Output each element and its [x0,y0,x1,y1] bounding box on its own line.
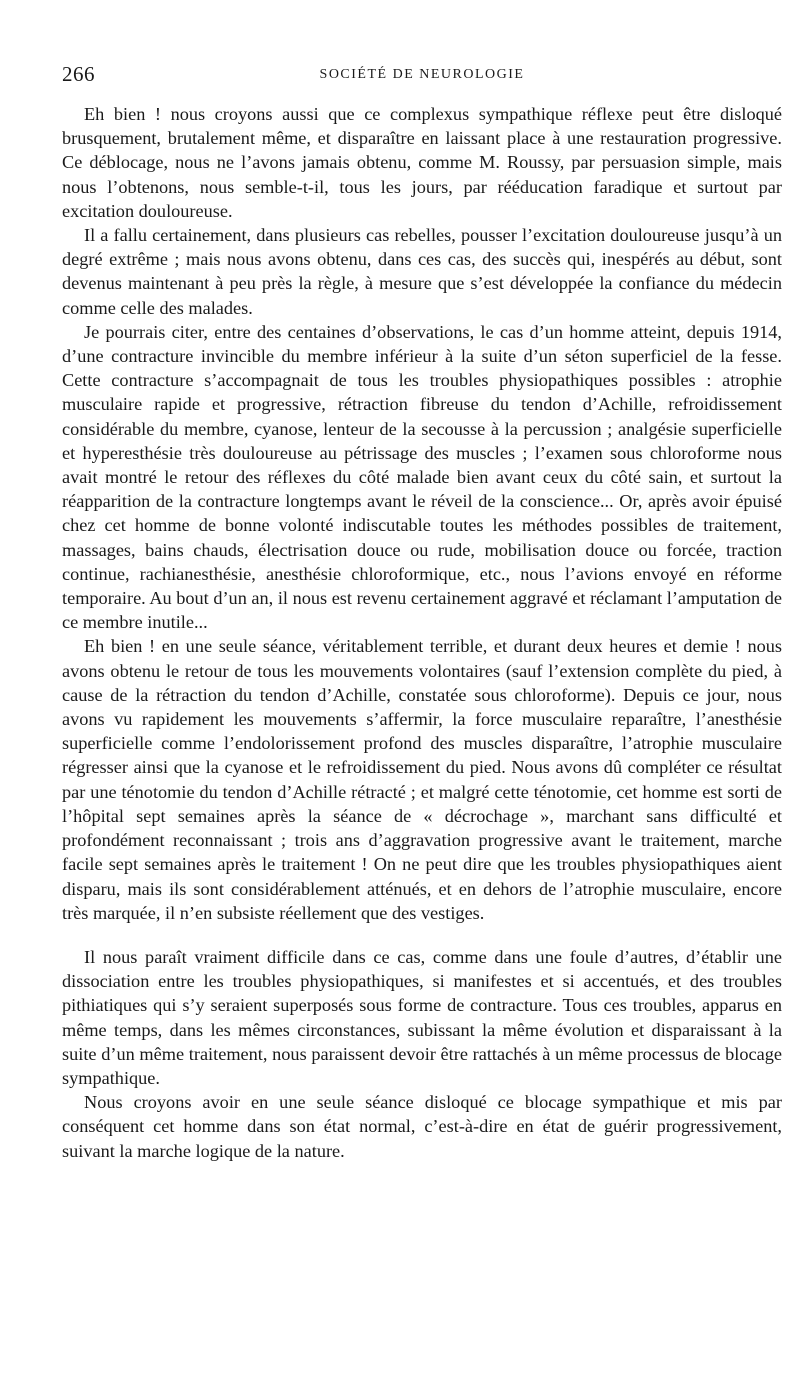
paragraph-3: Je pourrais citer, entre des centaines d’observations, le cas d’un homme atteint, depuis 1914, d’une contracture invincible du membre inférieur à la suite d’un séton superficiel de la fesse. Cette contracture s’accompagnait de tous les troubles physiopathiques possibles : atrophie musculaire rapide et progressive, rétraction fibreuse du tendon d’Achille, refroidissement considérable du membre, cyanose, lenteur de la secousse à la percussion ; analgésie superficielle et hyperesthésie très douloureuse au pétrissage des muscles ; l’examen sous chloroforme nous avait montré le retour des réflexes du côté malade bien avant ceux du côté sain, et surtout la réapparition de la contracture longtemps avant le réveil de la conscience... Or, après avoir épuisé chez cet homme de bonne volonté indiscutable toutes les méthodes possibles de traitement, massages, bains chauds, électrisation douce ou rude, mobilisation douce ou forcée, traction continue, rachianesthésie, anesthésie chloroformique, etc., nous l’avions envoyé en réforme temporaire. Au bout d’un an, il nous est revenu certainement aggravé et réclamant l’amputation de ce membre inutile... [62,321,782,633]
page-header [62,62,782,90]
paragraph-2: Il a fallu certainement, dans plusieurs cas rebelles, pousser l’excitation douloureuse jusqu’à un degré extrême ; mais nous avons obtenu, dans ces cas, des succès qui, inespérés au début, sont devenus maintenant à peu près la règle, à mesure que s’est développée la confiance du médecin comme celle des malades. [62,225,782,318]
running-head: SOCIÉTÉ DE NEUROLOGIE [319,67,525,82]
paragraph-gap [62,925,782,945]
paragraph-1: Eh bien ! nous croyons aussi que ce complexus sympathique réflexe peut être disloqué brusquement, brutalement même, et disparaître en laissant place à une restauration progressive. Ce déblocage, nous ne l’avons jamais obtenu, comme M. Roussy, par persuasion simple, mais nous l’obtenons, nous semble-t-il, tous les jours, par rééducation faradique et surtout par excitation douloureuse. [62,104,782,221]
paragraph-4: Eh bien ! en une seule séance, véritablement terrible, et durant deux heures et demie ! nous avons obtenu le retour de tous les mouvements volontaires (sauf l’extension complète du pied, à cause de la rétraction du tendon d’Achille, constatée sous chloroforme). Depuis ce jour, nous avons vu rapidement les mouvements s’affermir, la force musculaire reparaître, l’anesthésie superficielle comme l’endolorissement profond des muscles disparaître, l’atrophie musculaire régresser ainsi que la cyanose et le refroidissement du pied. Nous avons dû compléter ce résultat par une ténotomie du tendon d’Achille rétracté ; et malgré cette ténotomie, cet homme est sorti de l’hôpital sept semaines après la séance de « décrochage », marchant sans difficulté et profondément reconnaissant ; trois ans d’aggravation progressive avant le traitement, marche facile sept semaines après le traitement ! On ne peut dire que les troubles physiopathiques aient disparu, mais ils sont considérablement atténués, et en dehors de l’atrophie musculaire, encore très marquée, il n’en subsiste réellement que des vestiges. [62,636,782,923]
paragraph-5: Il nous paraît vraiment difficile dans ce cas, comme dans une foule d’autres, d’établir une dissociation entre les troubles physiopathiques, si manifestes et si accentués, et des troubles pithiatiques qui s’y seraient superposés sous forme de contracture. Tous ces troubles, apparus en même temps, dans les mêmes circonstances, subissant la même évolution et disparaissant à la suite d’un même traitement, nous paraissent devoir être rattachés à un même processus de blocage sympathique. [62,946,782,1088]
page [62,62,782,1163]
paragraph-6: Nous croyons avoir en une seule séance disloqué ce blocage sympathique et mis par conséquent cet homme dans son état normal, c’est-à-dire en état de guérir progressivement, suivant la marche logique de la nature. [62,1092,782,1161]
page-number: 266 [62,62,95,86]
